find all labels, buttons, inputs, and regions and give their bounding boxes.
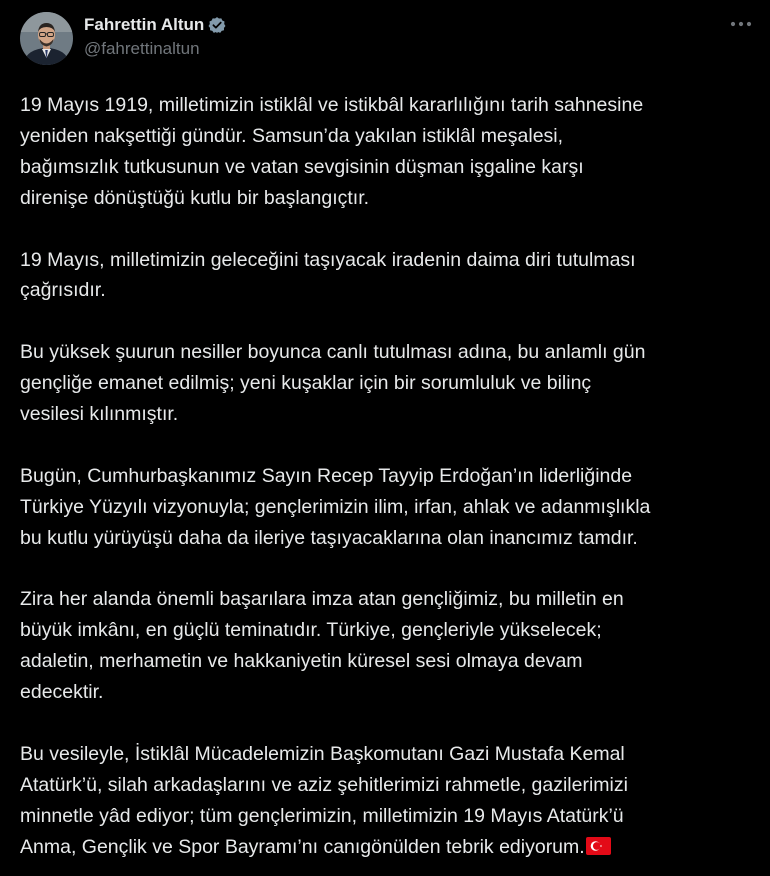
handle[interactable]: @fahrettinaltun (84, 39, 200, 58)
name-row (84, 15, 226, 35)
display-name[interactable]: Fahrettin Altun (84, 15, 205, 34)
tweet-paragraph: 19 Mayıs, milletimizin geleceğini taşıyacak iradenin daima diri tutulması çağrısıdır. (20, 248, 636, 302)
more-options-icon[interactable] (726, 12, 756, 36)
verified-badge-icon[interactable] (208, 16, 226, 34)
tweet-paragraph: Zira her alanda önemli başarılara imza atan gençliğimiz, bu milletin en büyük imkânı, en güçlü teminatıdır. Türkiye, gençleriyle yükselecek; adaletin, merhametin ve hakkaniyetin küresel sesi olmaya devam edecektir. (20, 588, 624, 704)
avatar[interactable] (20, 12, 73, 65)
avatar-image (20, 12, 73, 65)
tweet-header (20, 12, 752, 70)
tweet-paragraph-text: Bu vesileyle, İstiklâl Mücadelemizin Başkomutanı Gazi Mustafa Kemal Atatürk’ü, silah arkadaşlarını ve aziz şehitlerimizi rahmetle, gazilerimizi minnetle yâd ediyor; tüm gençlerimizin, milletimizin 19 Mayıs Atatürk’ü Anma, Gençlik ve Spor Bayramı’nı canıgönülden tebrik ediyorum. (20, 742, 628, 858)
tweet-paragraph: Bu yüksek şuurun nesiller boyunca canlı tutulması adına, bu anlamlı gün gençliğe emanet edilmiş; yeni kuşaklar için bir sorumluluk ve bilinç vesilesi kılınmıştır. (20, 341, 646, 426)
tweet-paragraph: Bugün, Cumhurbaşkanımız Sayın Recep Tayyip Erdoğan’ın liderliğinde Türkiye Yüzyılı vizyonuyla; gençlerimizin ilim, irfan, ahlak ve adanmışlıkla bu kutlu yürüyüşü daha da ileriye taşıyacaklarına olan inancımız tamdır. (20, 464, 651, 549)
tweet-paragraph-last (20, 739, 752, 863)
user-info (84, 15, 226, 59)
turkey-flag-icon (586, 834, 611, 852)
tweet-text (20, 90, 752, 863)
tweet-paragraph: 19 Mayıs 1919, milletimizin istiklâl ve istikbâl kararlılığını tarih sahnesine yeniden nakşettiği gündür. Samsun’da yakılan istiklâl meşalesi, bağımsızlık tutkusunun ve vatan sevgisinin düşman işgaline karşı direnişe dönüştüğü kutlu bir başlangıçtır. (20, 94, 644, 209)
